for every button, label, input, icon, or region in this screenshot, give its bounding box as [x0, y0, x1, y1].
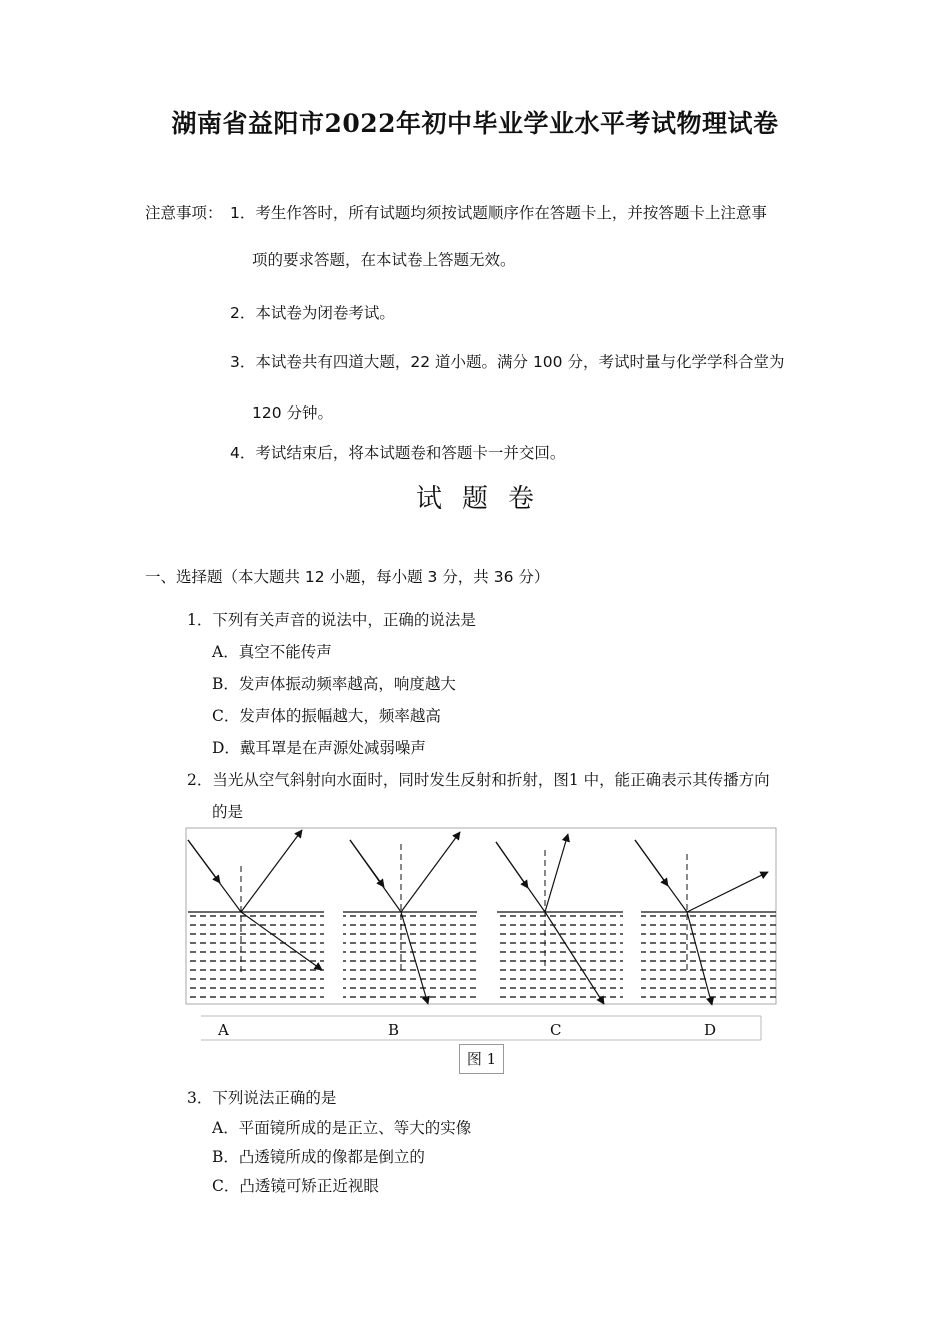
paper-subtitle: 试题卷 [415, 484, 554, 514]
diagram-a [188, 830, 324, 1004]
section-heading-choice: 一、选择题（本大题共 12 小题，每小题 3 分，共 36 分） [145, 568, 550, 586]
q2-stem-line-2: 的是 [212, 803, 244, 821]
diagram-d [635, 840, 776, 1005]
figure-label-b: B [388, 1021, 400, 1039]
note-item-3-line-1: 3．本试卷共有四道大题，22 道小题。满分 100 分，考试时量与化学学科合堂为 [230, 353, 785, 371]
figure-caption: 图 1 [459, 1044, 504, 1074]
q1-stem: 1．下列有关声音的说法中，正确的说法是 [187, 611, 476, 629]
q3-stem: 3．下列说法正确的是 [187, 1089, 337, 1107]
diagram-c [496, 834, 623, 1004]
note-item-3-line-2: 120 分钟。 [252, 404, 334, 422]
figure-label-c: C [550, 1021, 562, 1039]
q1-option-d: D．戴耳罩是在声源处减弱噪声 [212, 739, 426, 757]
figure-label-a: A [218, 1021, 229, 1039]
q1-option-a: A．真空不能传声 [212, 643, 332, 661]
note-item-2: 2．本试卷为闭卷考试。 [230, 304, 395, 322]
q3-option-b: B．凸透镜所成的像都是倒立的 [212, 1148, 425, 1166]
q3-option-a: A．平面镜所成的是正立、等大的实像 [212, 1119, 472, 1137]
q3-option-c: C．凸透镜可矫正近视眼 [212, 1177, 379, 1195]
note-item-1-line-1: 1．考生作答时，所有试题均须按试题顺序作在答题卡上，并按答题卡上注意事 [230, 204, 767, 222]
notes-label: 注意事项： [145, 204, 223, 222]
q2-stem-line-1: 2．当光从空气斜射向水面时，同时发生反射和折射，图1 中，能正确表示其传播方向 [187, 771, 770, 789]
figure-label-d: D [704, 1021, 717, 1039]
q1-option-b: B．发声体振动频率越高，响度越大 [212, 675, 456, 693]
q1-option-c: C．发声体的振幅越大，频率越高 [212, 707, 441, 725]
page-title: 湖南省益阳市2022年初中毕业学业水平考试物理试卷 [171, 109, 779, 138]
diagram-b [343, 832, 477, 1004]
figure-1-ray-diagrams [180, 822, 780, 1042]
note-item-1-line-2: 项的要求答题，在本试卷上答题无效。 [252, 251, 516, 269]
note-item-4: 4．考试结束后，将本试题卷和答题卡一并交回。 [230, 444, 566, 462]
